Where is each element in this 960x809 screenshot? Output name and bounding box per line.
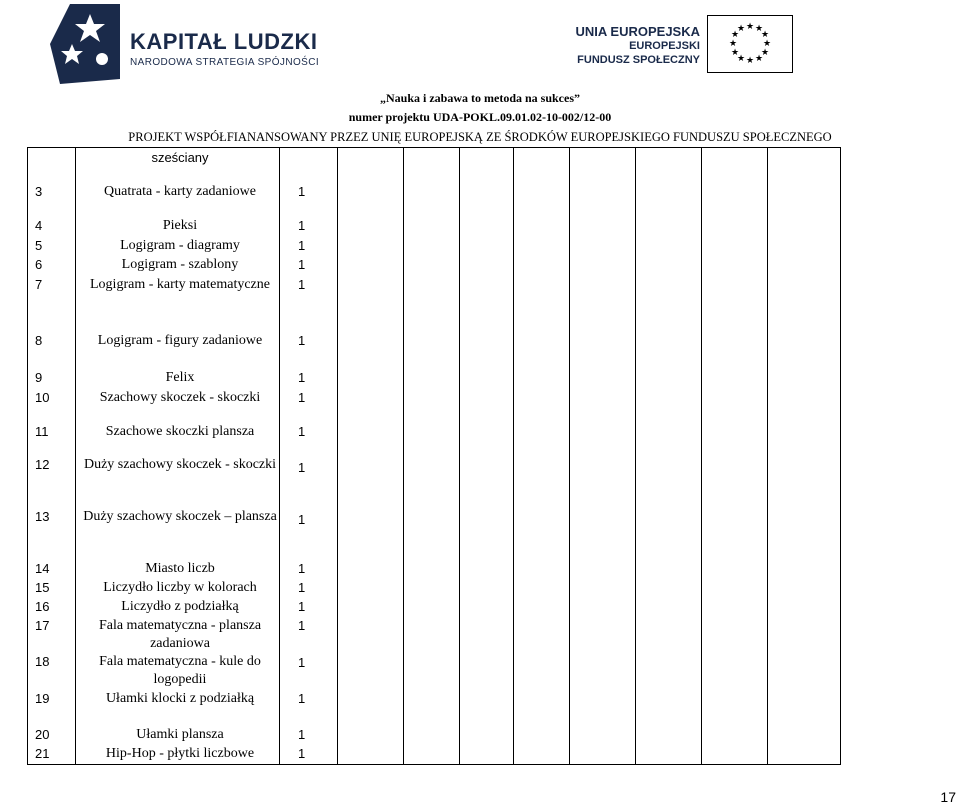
kapital-ludzki-logo-icon [50,4,120,84]
row-quantity: 1 [298,277,306,292]
table-border [27,147,841,148]
row-quantity: 1 [298,599,306,614]
row-number: 4 [35,218,43,233]
row-name: Logigram - szablony [121,257,239,272]
svg-text:★: ★ [760,48,770,58]
row-number: 10 [35,390,50,405]
row-quantity: 1 [298,184,306,199]
row-number: 18 [35,654,50,669]
row-number: 16 [35,599,50,614]
row-quantity: 1 [298,512,306,527]
row-quantity: 1 [298,460,306,475]
row-number: 17 [35,618,50,633]
table-divider [459,147,460,765]
kl-subtitle: NARODOWA STRATEGIA SPÓJNOŚCI [130,57,320,68]
row-number: 15 [35,580,50,595]
svg-text:★: ★ [745,56,755,66]
kl-title: KAPITAŁ LUDZKI [130,29,318,54]
page-number: 17 [940,789,956,805]
row-number: 14 [35,561,50,576]
table-divider [569,147,570,765]
svg-text:★: ★ [754,54,764,64]
svg-text:★: ★ [736,24,746,34]
svg-text:★: ★ [754,24,764,34]
eu-flag-icon [707,15,793,73]
svg-text:★: ★ [728,39,738,49]
svg-text:★: ★ [762,39,772,49]
row-name: Logigram - diagramy [120,238,240,253]
row-name: Quatrata - karty zadaniowe [104,184,256,199]
eu-wordmark [560,24,700,67]
table-border [27,764,841,765]
row-quantity: 1 [298,333,306,348]
row-name: Pieksi [162,218,198,233]
table-divider [75,147,76,765]
eu-title: UNIA EUROPEJSKA [575,24,700,39]
table-divider [403,147,404,765]
row-quantity: 1 [298,370,306,385]
row-quantity: 1 [298,691,306,706]
row-name: Liczydło liczby w kolorach [103,580,257,595]
row-quantity: 1 [298,238,306,253]
document-header [0,0,960,148]
svg-text:★: ★ [760,30,770,40]
row-number: 21 [35,746,50,761]
row-number: 8 [35,333,43,348]
project-number: numer projektu UDA-POKL.09.01.02-10-002/12-00 [348,110,612,124]
row-quantity: 1 [298,746,306,761]
row-name: Duży szachowy skoczek – plansza [83,509,277,524]
row-number: 11 [35,424,49,439]
row-number: 3 [35,184,43,199]
table-divider [767,147,768,765]
row-name: Ułamki plansza [136,727,224,742]
row-quantity: 1 [298,580,306,595]
svg-text:★: ★ [730,48,740,58]
row-quantity: 1 [298,218,306,233]
row-name: Logigram - figury zadaniowe [97,333,263,348]
row-number: 12 [35,457,50,472]
row-number: 7 [35,277,43,292]
table-divider [635,147,636,765]
row-name: Miasto liczb [145,561,215,576]
row-name: Ułamki klocki z podziałką [105,691,255,706]
row-name: Felix [165,370,195,385]
svg-text:★: ★ [730,30,740,40]
table-cell-partial: sześciany [151,150,209,165]
row-name: Fala matematyczna - kule do logopedii [99,654,261,687]
row-quantity: 1 [298,561,306,576]
table-border [840,147,841,765]
eu-line-2: FUNDUSZ SPOŁECZNY [577,54,700,66]
table-divider [513,147,514,765]
row-quantity: 1 [298,655,306,670]
row-name: Szachowe skoczki plansza [105,424,255,439]
row-number: 5 [35,238,43,253]
row-name: Szachowy skoczek - skoczki [99,390,261,405]
row-quantity: 1 [298,390,306,405]
row-quantity: 1 [298,727,306,742]
row-number: 6 [35,257,43,272]
svg-text:★: ★ [745,22,755,32]
eu-line-1: EUROPEJSKI [629,40,700,52]
row-number: 9 [35,370,43,385]
row-number: 20 [35,727,50,742]
row-number: 13 [35,509,50,524]
table-divider [337,147,338,765]
row-quantity: 1 [298,424,306,439]
kapital-ludzki-wordmark [130,30,319,68]
table-divider [701,147,702,765]
row-quantity: 1 [298,618,306,633]
row-name: Duży szachowy skoczek - skoczki [83,457,277,472]
row-name: Hip-Hop - płytki liczbowe [105,746,255,761]
row-name: Logigram - karty matematyczne [90,277,270,292]
project-title: „Nauka i zabawa to metoda na sukces” [379,91,580,105]
row-quantity: 1 [298,257,306,272]
table-border [27,147,28,765]
row-name: Liczydło z podziałką [121,599,239,614]
row-number: 19 [35,691,50,706]
cofinancing-statement: PROJEKT WSPÓŁFIANANSOWANY PRZEZ UNIĘ EUROPEJSKĄ ZE ŚRODKÓW EUROPEJSKIEGO FUNDUSZU SPOŁECZNEGO [128,130,832,144]
svg-text:★: ★ [736,54,746,64]
row-name: Fala matematyczna - plansza zadaniowa [98,618,262,651]
